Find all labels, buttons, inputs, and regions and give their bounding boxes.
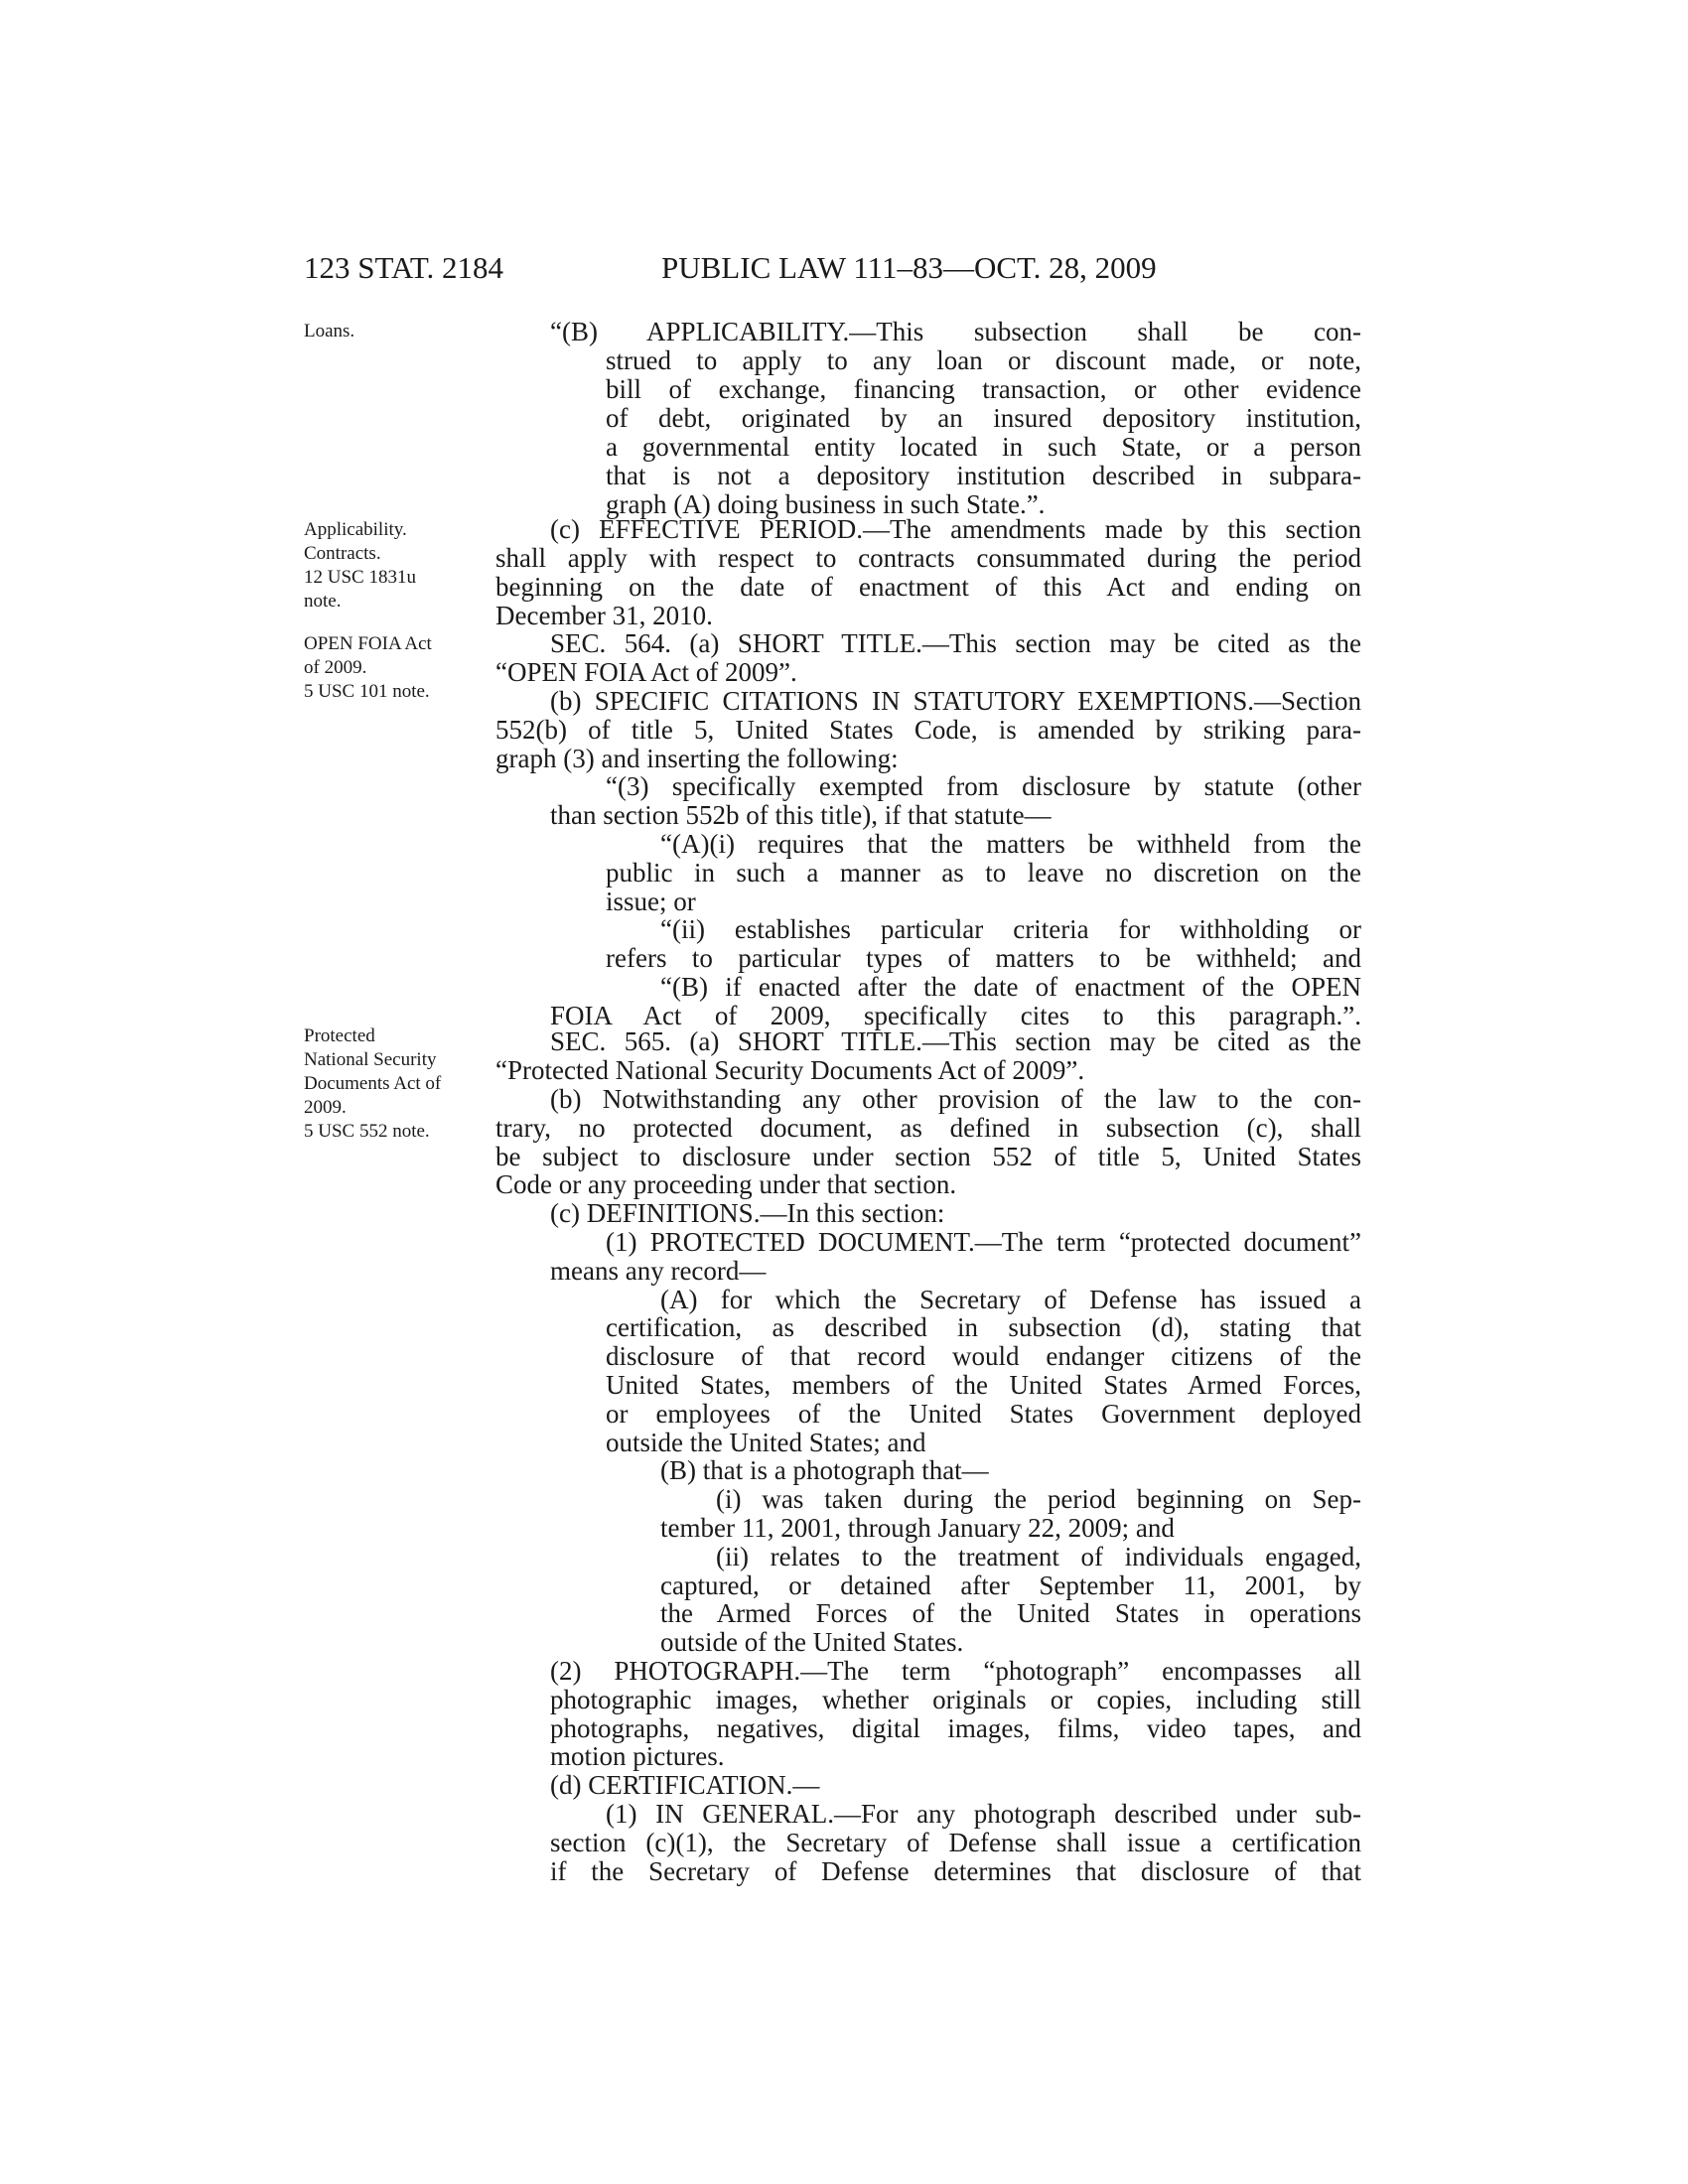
body-line: (b) SPECIFIC CITATIONS IN STATUTORY EXEMPTIONS.—Section <box>550 686 1361 716</box>
body-line: bill of exchange, financing transaction, or other evidence <box>606 374 1361 404</box>
body-line: or employees of the United States Government deployed <box>606 1399 1361 1429</box>
body-line: SEC. 564. (a) SHORT TITLE.—This section may be cited as the <box>550 628 1361 658</box>
stat-page-number: 123 STAT. 2184 <box>304 250 504 285</box>
body-line: “(A)(i) requires that the matters be withheld from the <box>660 829 1361 859</box>
body-line: beginning on the date of enactment of this Act and ending on <box>495 572 1361 602</box>
margin-note-line: Applicability. <box>304 519 407 540</box>
body-line: captured, or detained after September 11, 2001, by <box>660 1570 1361 1600</box>
body-line: “(3) specifically exempted from disclosure by statute (other <box>606 771 1361 801</box>
body-line: (A) for which the Secretary of Defense has issued a <box>660 1285 1361 1314</box>
body-line: of debt, originated by an insured depository institution, <box>606 403 1361 433</box>
margin-note-open-foia <box>304 632 432 704</box>
margin-note-line: Documents Act of <box>304 1073 442 1094</box>
body-line: outside the United States; and <box>606 1428 926 1457</box>
body-line: 552(b) of title 5, United States Code, is amended by striking para- <box>495 715 1361 745</box>
margin-note-line: 2009. <box>304 1097 347 1118</box>
margin-note-line: OPEN FOIA Act <box>304 633 432 654</box>
body-line: “(ii) establishes particular criteria for withholding or <box>660 914 1361 944</box>
body-line: “OPEN FOIA Act of 2009”. <box>495 657 797 687</box>
body-line: (c) DEFINITIONS.—In this section: <box>550 1198 945 1228</box>
body-line: SEC. 565. (a) SHORT TITLE.—This section may be cited as the <box>550 1026 1361 1056</box>
body-line: (1) PROTECTED DOCUMENT.—The term “protected document” <box>606 1227 1361 1257</box>
body-line: (b) Notwithstanding any other provision of the law to the con- <box>550 1084 1361 1114</box>
body-line: if the Secretary of Defense determines that disclosure of that <box>550 1856 1361 1886</box>
body-line: graph (A) doing business in such State.”. <box>606 489 1046 519</box>
margin-note-line: of 2009. <box>304 657 367 678</box>
margin-note-line: Contracts. <box>304 543 381 564</box>
body-line: (2) PHOTOGRAPH.—The term “photograph” encompasses all <box>550 1656 1361 1686</box>
body-line: “Protected National Security Documents Act of 2009”. <box>495 1055 1085 1085</box>
body-line: disclosure of that record would endanger citizens of the <box>606 1341 1361 1371</box>
body-line: (c) EFFECTIVE PERIOD.—The amendments made by this section <box>550 514 1361 544</box>
margin-note-line: 5 USC 101 note. <box>304 681 430 702</box>
body-line: (B) that is a photograph that— <box>660 1455 989 1485</box>
body-line: motion pictures. <box>550 1741 725 1771</box>
body-line: the Armed Forces of the United States in operations <box>660 1598 1361 1628</box>
body-line: December 31, 2010. <box>495 601 713 630</box>
body-line: public in such a manner as to leave no discretion on the <box>606 858 1361 887</box>
body-line: photographs, negatives, digital images, films, video tapes, and <box>550 1713 1361 1743</box>
margin-note-line: Loans. <box>304 321 355 341</box>
body-line: trary, no protected document, as defined in subsection (c), shall <box>495 1113 1361 1143</box>
body-line: FOIA Act of 2009, specifically cites to this paragraph.”. <box>550 1001 1361 1030</box>
body-line: Code or any proceeding under that section. <box>495 1169 957 1199</box>
page-header-title: PUBLIC LAW 111–83—OCT. 28, 2009 <box>661 250 1157 285</box>
margin-note-protected-documents <box>304 1024 441 1144</box>
margin-note-line: National Security <box>304 1049 437 1070</box>
body-line: graph (3) and inserting the following: <box>495 744 899 773</box>
body-line: United States, members of the United States Armed Forces, <box>606 1370 1361 1400</box>
body-line: section (c)(1), the Secretary of Defense shall issue a certification <box>550 1828 1361 1857</box>
margin-note-loans <box>304 320 354 343</box>
body-line: that is not a depository institution described in subpara- <box>606 461 1361 490</box>
body-line: “(B) if enacted after the date of enactment of the OPEN <box>660 972 1361 1002</box>
body-line: (ii) relates to the treatment of individuals engaged, <box>716 1542 1361 1571</box>
body-line: shall apply with respect to contracts consummated during the period <box>495 543 1361 573</box>
body-line: (d) CERTIFICATION.— <box>550 1770 820 1800</box>
body-line: strued to apply to any loan or discount made, or note, <box>606 345 1361 375</box>
body-line: (i) was taken during the period beginning on Sep- <box>716 1484 1361 1514</box>
body-line: outside of the United States. <box>660 1627 964 1657</box>
body-line: (1) IN GENERAL.—For any photograph described under sub- <box>606 1799 1361 1829</box>
body-line: than section 552b of this title), if that statute— <box>550 800 1052 830</box>
body-line: refers to particular types of matters to be withheld; and <box>606 943 1361 973</box>
body-line: photographic images, whether originals or copies, including still <box>550 1685 1361 1714</box>
body-line: tember 11, 2001, through January 22, 2009; and <box>660 1513 1175 1543</box>
margin-note-line: 5 USC 552 note. <box>304 1121 430 1142</box>
body-line: “(B) APPLICABILITY.—This subsection shall be con- <box>550 317 1361 346</box>
body-line: be subject to disclosure under section 552 of title 5, United States <box>495 1142 1361 1171</box>
margin-note-line: Protected <box>304 1025 375 1046</box>
margin-note-line: 12 USC 1831u <box>304 567 416 588</box>
margin-note-applicability <box>304 518 416 614</box>
body-line: means any record— <box>550 1256 767 1286</box>
body-line: certification, as described in subsection (d), stating that <box>606 1312 1361 1342</box>
margin-note-line: note. <box>304 591 342 612</box>
body-line: a governmental entity located in such State, or a person <box>606 432 1361 462</box>
body-line: issue; or <box>606 887 696 916</box>
